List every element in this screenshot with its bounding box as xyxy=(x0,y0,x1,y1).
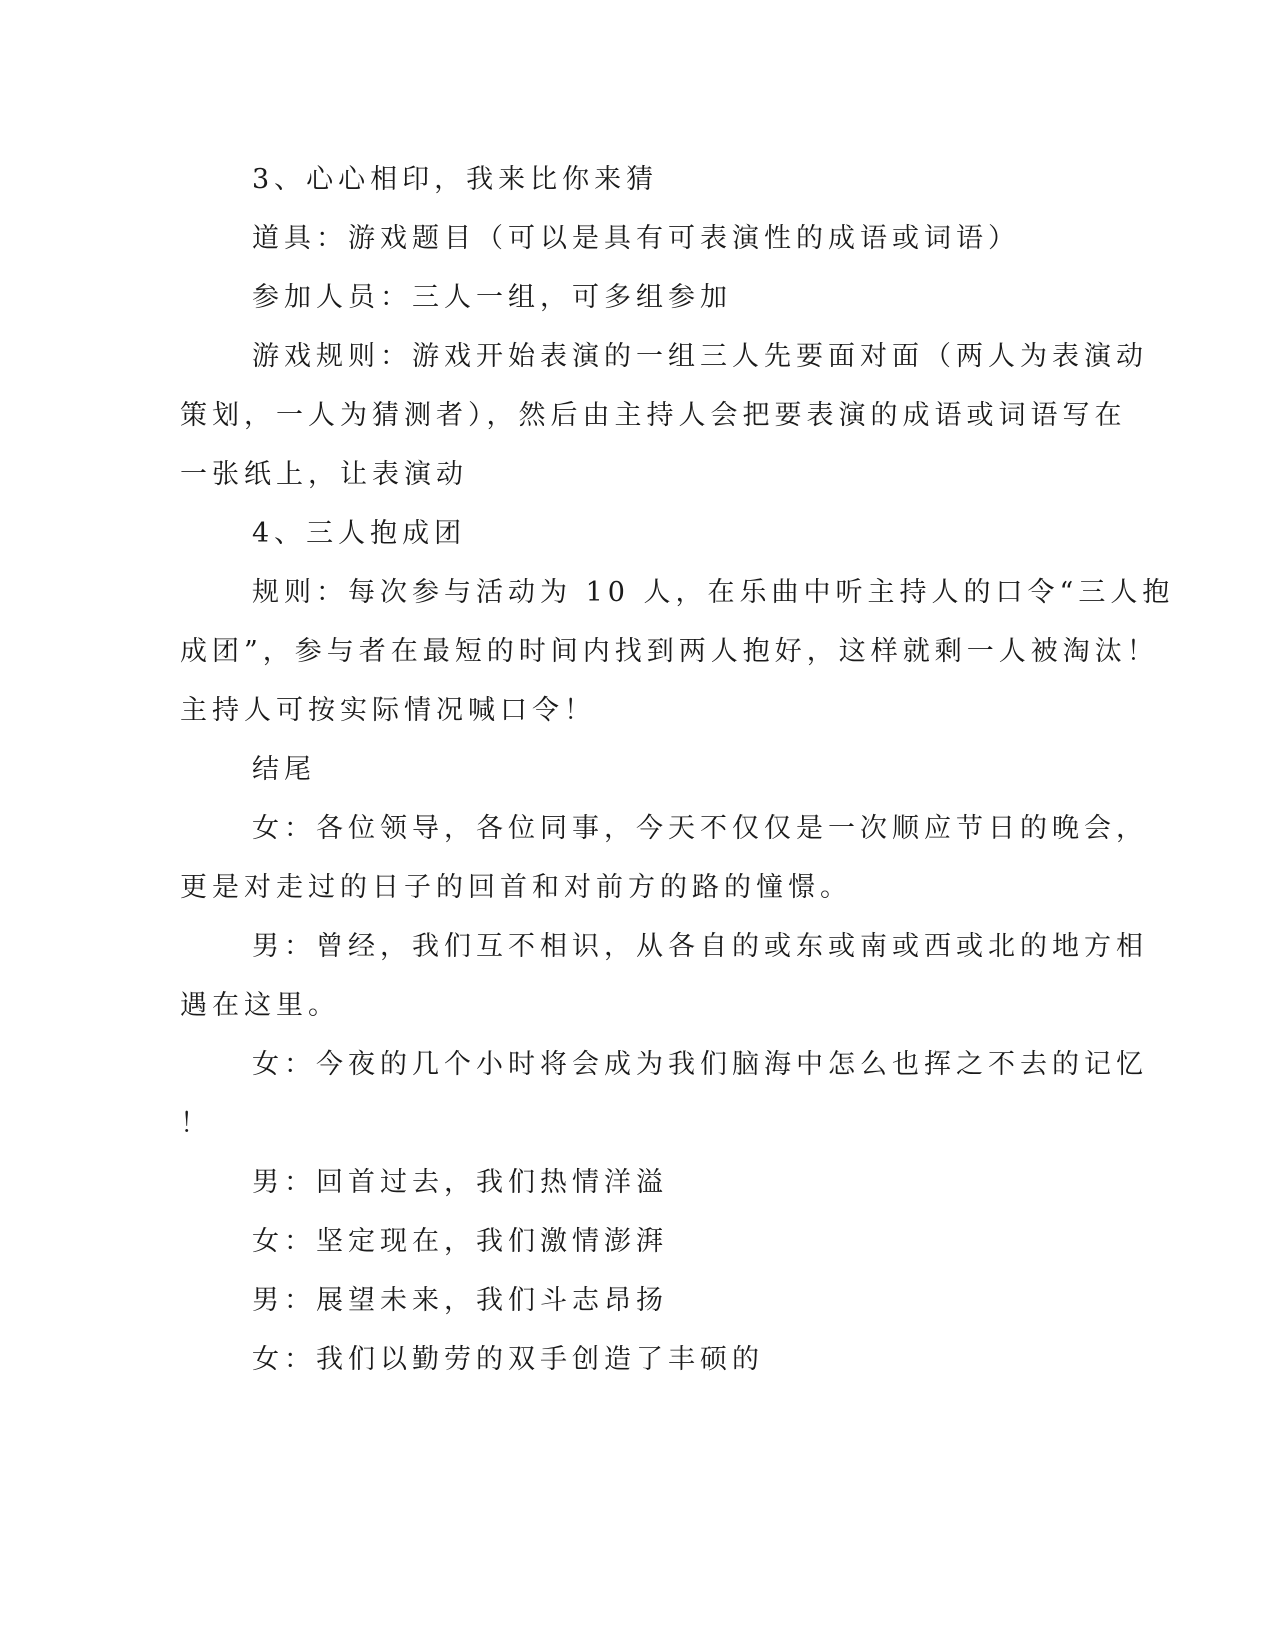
game-3-rules-line-2: 策划，一人为猜测者），然后由主持人会把要表演的成语或词语写在 xyxy=(180,400,1127,431)
closing-male-3: 男：展望未来，我们斗志昂扬 xyxy=(252,1285,668,1316)
closing-male-1-line-1: 男：曾经，我们互不相识，从各自的或东或南或西或北的地方相 xyxy=(252,931,1148,962)
closing-female-4: 女：我们以勤劳的双手创造了丰硕的 xyxy=(252,1344,764,1375)
closing-female-2-line-1: 女：今夜的几个小时将会成为我们脑海中怎么也挥之不去的记忆 xyxy=(252,1049,1148,1080)
game-4-rules-line-3: 主持人可按实际情况喊口令！ xyxy=(180,695,596,726)
closing-female-1-line-2: 更是对走过的日子的回首和对前方的路的憧憬。 xyxy=(180,872,852,903)
game-3-participants: 参加人员：三人一组，可多组参加 xyxy=(252,282,732,313)
game-3-rules-line-1: 游戏规则：游戏开始表演的一组三人先要面对面（两人为表演动 xyxy=(252,341,1148,372)
game-4-rules-line-1: 规则：每次参与活动为 10 人，在乐曲中听主持人的口令“三人抱 xyxy=(252,577,1175,608)
closing-female-3: 女：坚定现在，我们激情澎湃 xyxy=(252,1226,668,1257)
closing-female-2-line-2: ！ xyxy=(180,1108,212,1139)
game-3-rules-line-3: 一张纸上，让表演动 xyxy=(180,459,468,490)
closing-male-1-line-2: 遇在这里。 xyxy=(180,990,340,1021)
game-4-title: 4、三人抱成团 xyxy=(252,518,467,549)
game-4-rules-line-2: 成团”，参与者在最短的时间内找到两人抱好，这样就剩一人被淘汰！ xyxy=(180,636,1159,667)
game-3-title: 3、心心相印，我来比你来猜 xyxy=(252,164,659,195)
closing-female-1-line-1: 女：各位领导，各位同事，今天不仅仅是一次顺应节日的晚会， xyxy=(252,813,1148,844)
document-body xyxy=(180,157,1175,1396)
closing-heading: 结尾 xyxy=(252,754,316,785)
game-3-props: 道具：游戏题目（可以是具有可表演性的成语或词语） xyxy=(252,223,1020,254)
closing-male-2: 男：回首过去，我们热情洋溢 xyxy=(252,1167,668,1198)
